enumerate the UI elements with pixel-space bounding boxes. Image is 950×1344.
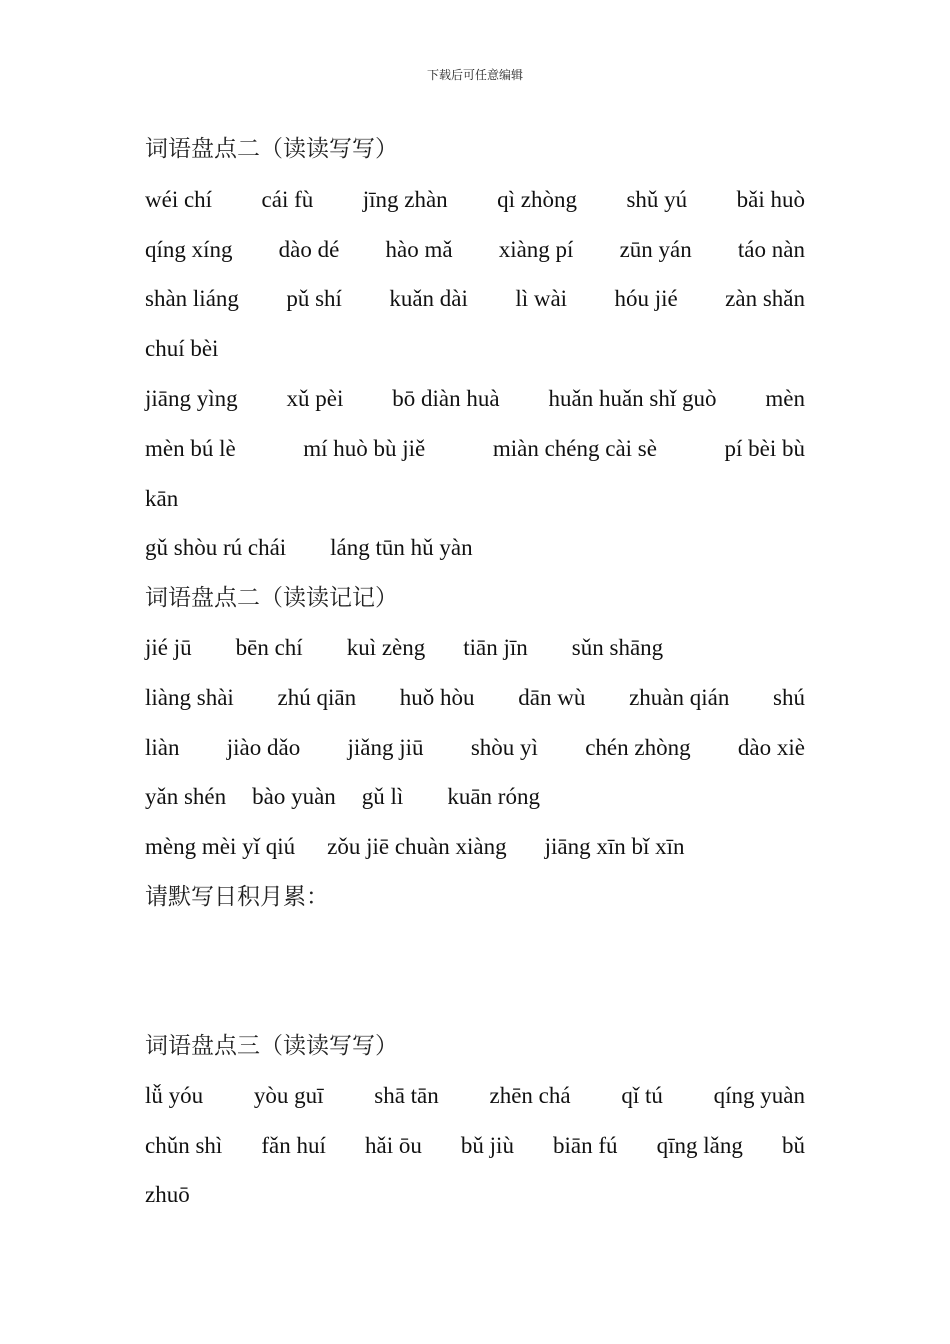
- pinyin-word: qíng yuàn: [713, 1083, 805, 1108]
- pinyin-word: yòu guī: [253, 1083, 324, 1108]
- pinyin-word: pǔ shí: [286, 286, 342, 311]
- pinyin-word: zǒu jiē chuàn xiàng: [327, 834, 507, 859]
- pinyin-word: zhēn chá: [489, 1083, 571, 1108]
- header-note: 下载后可任意编辑: [426, 68, 523, 82]
- pinyin-word: xiàng pí: [498, 237, 574, 262]
- pinyin-word: bǔ: [781, 1133, 805, 1158]
- pinyin-word: jiǎng jiū: [347, 735, 424, 760]
- pinyin-word: mèng mèi yǐ qiú: [145, 834, 296, 859]
- pinyin-line: [145, 384, 805, 414]
- pinyin-word: miàn chéng cài sè: [492, 436, 657, 461]
- pinyin-word: táo nàn: [737, 237, 805, 262]
- pinyin-line: [145, 832, 805, 862]
- pinyin-word: qǐ tú: [621, 1083, 663, 1108]
- pinyin-word: gǔ lì: [361, 784, 404, 809]
- pinyin-word: dào dé: [278, 237, 340, 262]
- pinyin-word: zhuàn qián: [629, 685, 730, 710]
- pinyin-line: [145, 1081, 805, 1111]
- pinyin-word: bǎi huò: [736, 187, 805, 212]
- pinyin-word: biān fú: [553, 1133, 618, 1158]
- pinyin-word: sǔn shāng: [571, 635, 664, 660]
- pinyin-word: lì wài: [515, 286, 568, 311]
- pinyin-word: bō diàn huà: [392, 386, 500, 411]
- pinyin-line: [145, 633, 805, 663]
- pinyin-word: liàng shài: [145, 685, 234, 710]
- pinyin-word: chén zhòng: [585, 735, 691, 760]
- pinyin-line: [145, 484, 805, 514]
- pinyin-line: [145, 683, 805, 713]
- pinyin-word: huǎn huǎn shǐ guò: [548, 386, 717, 411]
- pinyin-word: gǔ shòu rú chái: [145, 535, 287, 560]
- pinyin-word: qīng lǎng: [656, 1133, 743, 1158]
- pinyin-word: kuì zèng: [346, 635, 426, 660]
- pinyin-line: [145, 782, 805, 812]
- pinyin-word: mèn: [765, 386, 805, 411]
- pinyin-word: wéi chí: [145, 187, 213, 212]
- pinyin-word: kuǎn dài: [389, 286, 468, 311]
- pinyin-word: shàn liáng: [145, 286, 239, 311]
- pinyin-word: jīng zhàn: [362, 187, 448, 212]
- pinyin-word: mí huò bù jiě: [303, 436, 426, 461]
- pinyin-word: hǎi ōu: [364, 1133, 422, 1158]
- pinyin-word: shú: [773, 685, 805, 710]
- pinyin-line: [145, 284, 805, 314]
- pinyin-word: jiāng xīn bǐ xīn: [544, 834, 685, 859]
- pinyin-word: xǔ pèi: [286, 386, 344, 411]
- pinyin-word: dān wù: [518, 685, 586, 710]
- pinyin-word: bēn chí: [235, 635, 303, 660]
- writing-prompt: 请默写日积月累：: [145, 884, 329, 910]
- pinyin-line: [145, 434, 805, 464]
- pinyin-line: [145, 533, 805, 563]
- pinyin-word: lǚ yóu: [145, 1083, 204, 1108]
- pinyin-word: cái fù: [261, 187, 314, 212]
- pinyin-word: zūn yán: [619, 237, 692, 262]
- pinyin-word: shā tān: [374, 1083, 439, 1108]
- pinyin-word: jié jū: [145, 635, 192, 660]
- pinyin-word: shòu yì: [470, 735, 538, 760]
- pinyin-word: pí bèi bù: [724, 436, 805, 461]
- pinyin-word: jiào dǎo: [226, 735, 301, 760]
- pinyin-line: [145, 1180, 805, 1210]
- pinyin-line: [145, 334, 805, 364]
- pinyin-word: liàn: [145, 735, 180, 760]
- pinyin-word: yǎn shén: [145, 784, 227, 809]
- pinyin-word: zàn shǎn: [725, 286, 805, 311]
- pinyin-word: bào yuàn: [252, 784, 336, 809]
- pinyin-word: mèn bú lè: [145, 436, 236, 461]
- pinyin-word: chuí bèi: [145, 336, 219, 361]
- section-heading: 词语盘点二（读读记记）: [145, 585, 398, 611]
- pinyin-word: qì zhòng: [497, 187, 577, 212]
- pinyin-word: láng tūn hǔ yàn: [330, 535, 473, 560]
- pinyin-word: fǎn huí: [261, 1133, 326, 1158]
- section-heading: 词语盘点二（读读写写）: [145, 136, 398, 162]
- pinyin-line: [145, 235, 805, 265]
- pinyin-word: shǔ yú: [626, 187, 688, 212]
- pinyin-line: [145, 1131, 805, 1161]
- pinyin-word: dào xiè: [737, 735, 805, 760]
- pinyin-word: jiāng yìng: [145, 386, 238, 411]
- pinyin-word: qíng xíng: [145, 237, 233, 262]
- pinyin-word: chǔn shì: [145, 1133, 223, 1158]
- pinyin-word: zhú qiān: [277, 685, 357, 710]
- pinyin-word: huǒ hòu: [399, 685, 475, 710]
- pinyin-line: [145, 733, 805, 763]
- pinyin-word: tiān jīn: [463, 635, 528, 660]
- pinyin-word: zhuō: [145, 1182, 190, 1207]
- pinyin-line: [145, 185, 805, 215]
- section-heading: 词语盘点三（读读写写）: [145, 1033, 398, 1059]
- pinyin-word: hóu jié: [614, 286, 678, 311]
- pinyin-word: kān: [145, 486, 179, 511]
- pinyin-word: bǔ jiù: [460, 1133, 514, 1158]
- pinyin-word: kuān róng: [447, 784, 540, 809]
- pinyin-word: hào mǎ: [385, 237, 453, 262]
